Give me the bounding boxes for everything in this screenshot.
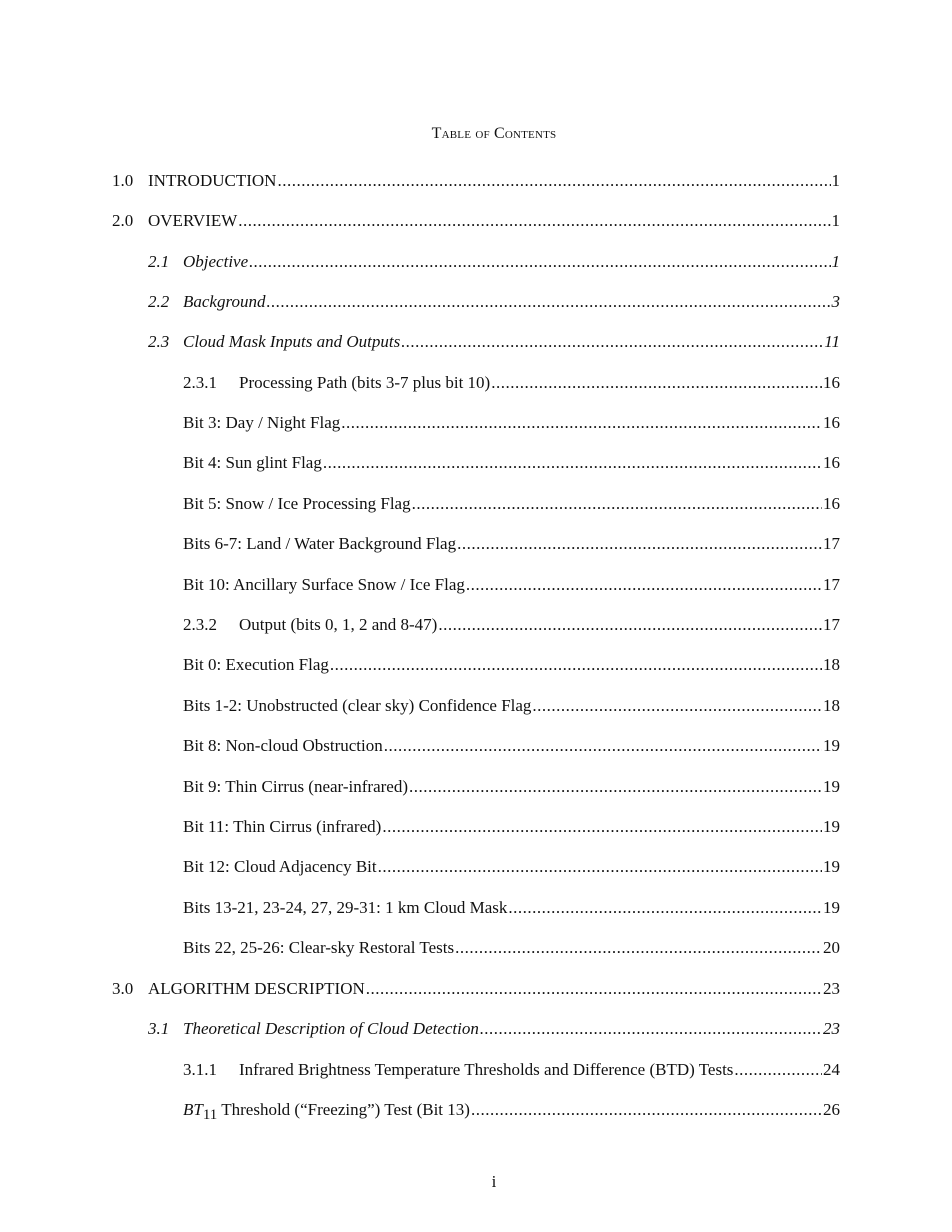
- toc-entry-label: Infrared Brightness Temperature Thresholds and Difference (BTD) Tests: [239, 1060, 734, 1079]
- toc-title: Table of Contents: [431, 125, 557, 142]
- toc-entry-bit-12[interactable]: [183, 854, 840, 880]
- toc-dot-leader: [378, 854, 822, 880]
- toc-entry-number: 3.0: [112, 979, 134, 998]
- toc-entry-page: 19: [823, 898, 840, 917]
- toc-dot-leader: [412, 491, 822, 517]
- toc-entry-number: 3.1.1: [183, 1060, 217, 1079]
- toc-dot-leader: [480, 1016, 822, 1042]
- toc-entry-page: 19: [823, 857, 840, 876]
- toc-entry-page: 16: [823, 373, 840, 392]
- toc-entry-page: 3: [831, 292, 840, 311]
- toc-entry-label: Processing Path (bits 3-7 plus bit 10): [239, 373, 491, 392]
- toc-dot-leader: [238, 208, 830, 234]
- toc-entry-page: 20: [823, 938, 840, 957]
- toc-entry-label: Bits 22, 25-26: Clear-sky Restoral Tests: [183, 938, 455, 957]
- toc-entry-page: 17: [823, 615, 840, 634]
- toc-entry-label: Bit 12: Cloud Adjacency Bit: [183, 857, 377, 876]
- toc-entry-label: Theoretical Description of Cloud Detection: [183, 1019, 479, 1038]
- toc-entry-label: Bit 10: Ancillary Surface Snow / Ice Flag: [183, 575, 465, 594]
- toc-entry-processing-path[interactable]: [183, 370, 840, 396]
- page-footer-number: i: [491, 1172, 497, 1191]
- toc-entry-label: [183, 1097, 470, 1124]
- toc-entry-number: 1.0: [112, 171, 134, 190]
- bt-subscript: 11: [202, 1107, 218, 1123]
- toc-dot-leader: [491, 370, 822, 396]
- toc-dot-leader: [471, 1097, 822, 1123]
- toc-entry-bits-6-7[interactable]: [183, 531, 840, 557]
- toc-dot-leader: [734, 1057, 822, 1083]
- toc-entry-theoretical-description[interactable]: [148, 1016, 840, 1042]
- toc-entry-output[interactable]: [183, 612, 840, 638]
- toc-entry-bit-10[interactable]: [183, 572, 840, 598]
- toc-entry-label: Bit 4: Sun glint Flag: [183, 453, 322, 472]
- toc-dot-leader: [455, 935, 822, 961]
- toc-entry-label: Bits 6-7: Land / Water Background Flag: [183, 534, 457, 553]
- toc-entry-label: Bit 0: Execution Flag: [183, 655, 329, 674]
- toc-entry-bit-4[interactable]: [183, 450, 840, 476]
- toc-entry-infrared-bt-thresholds[interactable]: [183, 1057, 840, 1083]
- toc-entry-label: Cloud Mask Inputs and Outputs: [183, 332, 401, 351]
- toc-entry-bt11-freezing-test[interactable]: [183, 1097, 840, 1123]
- toc-dot-leader: [508, 895, 822, 921]
- toc-dot-leader: [323, 450, 822, 476]
- toc-entry-overview[interactable]: [112, 208, 840, 234]
- toc-entry-label: Bits 13-21, 23-24, 27, 29-31: 1 km Cloud Mask: [183, 898, 508, 917]
- toc-entry-page: 19: [823, 777, 840, 796]
- toc-entry-page: 11: [824, 332, 840, 351]
- toc-entry-page: 23: [823, 979, 840, 998]
- toc-dot-leader: [384, 733, 822, 759]
- toc-entry-page: 16: [823, 494, 840, 513]
- toc-entry-number: 2.3.1: [183, 373, 217, 392]
- toc-entry-page: 16: [823, 413, 840, 432]
- toc-dot-leader: [249, 249, 830, 275]
- toc-entry-label: Background: [183, 292, 266, 311]
- toc-entry-bits-22-25-26[interactable]: [183, 935, 840, 961]
- toc-entry-bit-11[interactable]: [183, 814, 840, 840]
- toc-entry-page: 19: [823, 736, 840, 755]
- toc-dot-leader: [466, 572, 822, 598]
- toc-entry-label-text: Threshold (“Freezing”) Test (Bit 13): [217, 1100, 470, 1119]
- toc-entry-bits-1-2[interactable]: [183, 693, 840, 719]
- toc-entry-bit-8[interactable]: [183, 733, 840, 759]
- toc-dot-leader: [266, 289, 830, 315]
- toc-entry-number: 2.3.2: [183, 615, 217, 634]
- toc-entry-background[interactable]: [148, 289, 840, 315]
- toc-dot-leader: [341, 410, 822, 436]
- toc-dot-leader: [330, 652, 822, 678]
- toc-entry-number: 2.2: [148, 292, 170, 311]
- toc-entry-page: 18: [823, 696, 840, 715]
- toc-entry-page: 17: [823, 575, 840, 594]
- toc-entry-page: 19: [823, 817, 840, 836]
- toc-dot-leader: [532, 693, 822, 719]
- toc-entry-bit-9[interactable]: [183, 774, 840, 800]
- toc-dot-leader: [382, 814, 822, 840]
- toc-dot-leader: [457, 531, 822, 557]
- toc-dot-leader: [438, 612, 822, 638]
- toc-entry-introduction[interactable]: [112, 168, 840, 194]
- toc-entry-label: Bit 11: Thin Cirrus (infrared): [183, 817, 382, 836]
- toc-entry-number: 2.3: [148, 332, 170, 351]
- toc-entry-objective[interactable]: [148, 249, 840, 275]
- toc-entry-bit-0[interactable]: [183, 652, 840, 678]
- toc-entry-label: OVERVIEW: [148, 211, 238, 230]
- toc-entry-label: Bit 5: Snow / Ice Processing Flag: [183, 494, 411, 513]
- toc-entry-label: Bit 8: Non-cloud Obstruction: [183, 736, 383, 755]
- toc-entry-page: 1: [831, 211, 840, 230]
- toc-entry-label: INTRODUCTION: [148, 171, 277, 190]
- toc-entry-number: 3.1: [148, 1019, 170, 1038]
- toc-entry-label: Bit 3: Day / Night Flag: [183, 413, 341, 432]
- toc-entry-label: ALGORITHM DESCRIPTION: [148, 979, 365, 998]
- bt-symbol: BT: [183, 1100, 203, 1119]
- toc-entry-page: 18: [823, 655, 840, 674]
- toc-entry-label: Output (bits 0, 1, 2 and 8-47): [239, 615, 438, 634]
- toc-dot-leader: [366, 976, 822, 1002]
- toc-entry-page: 17: [823, 534, 840, 553]
- toc-entry-label: Bit 9: Thin Cirrus (near-infrared): [183, 777, 409, 796]
- toc-entry-page: 26: [823, 1100, 840, 1119]
- toc-entry-bits-13-21[interactable]: [183, 895, 840, 921]
- toc-dot-leader: [401, 329, 823, 355]
- toc-entry-page: 24: [823, 1060, 840, 1079]
- toc-entry-number: 2.1: [148, 252, 170, 271]
- toc-entry-page: 1: [831, 171, 840, 190]
- toc-dot-leader: [409, 774, 822, 800]
- toc-entry-page: 1: [831, 252, 840, 271]
- toc-entry-number: 2.0: [112, 211, 134, 230]
- toc-entry-cloud-mask-inputs-outputs[interactable]: [148, 329, 840, 355]
- toc-dot-leader: [277, 168, 830, 194]
- toc-entry-page: 23: [823, 1019, 840, 1038]
- toc-entry-bit-3[interactable]: [183, 410, 840, 436]
- toc-entry-label: Bits 1-2: Unobstructed (clear sky) Confidence Flag: [183, 696, 532, 715]
- toc-entry-label: Objective: [183, 252, 249, 271]
- toc-entry-bit-5[interactable]: [183, 491, 840, 517]
- toc-entry-page: 16: [823, 453, 840, 472]
- toc-entry-algorithm-description[interactable]: [112, 976, 840, 1002]
